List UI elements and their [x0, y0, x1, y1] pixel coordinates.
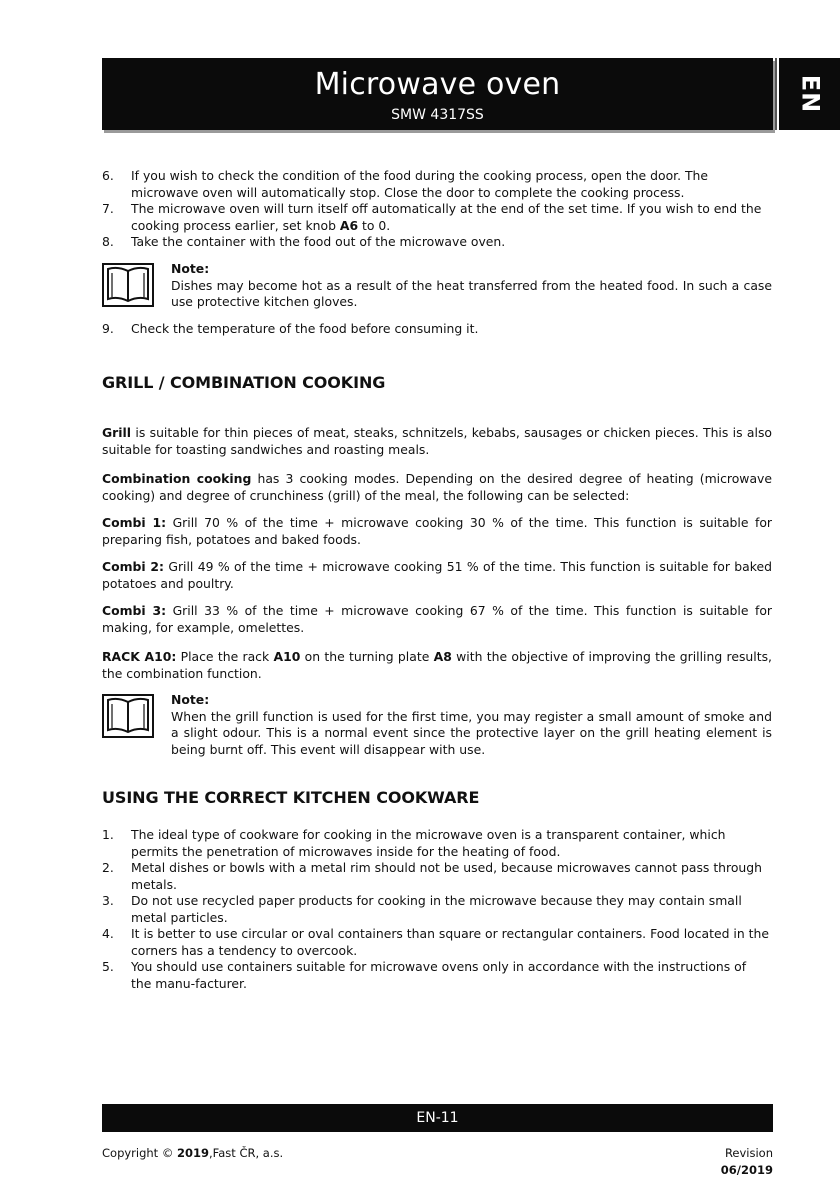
paragraph-text: with the objective of improving the grilling results, the combination function.: [102, 649, 772, 681]
book-icon: [102, 263, 154, 307]
paragraph-combi3: [102, 603, 772, 636]
term: RACK A10:: [102, 649, 177, 664]
paragraph-combi2: [102, 559, 772, 592]
document-header: [102, 58, 773, 130]
paragraph-text: has 3 cooking modes. Depending on the desired degree of heating (microwave cooking) and degree of crunchiness (grill) of the meal, the following can be selected:: [102, 471, 772, 503]
list-item: [102, 959, 770, 992]
list-item: [102, 893, 770, 926]
paragraph-text: Grill 49 % of the time + microwave cooking 51 % of the time. This function is suitable for baked potatoes and poultry.: [102, 559, 772, 591]
list-text: The ideal type of cookware for cooking in the microwave oven is a transparent container, which permits the penetration of microwaves inside for the heating of food.: [131, 827, 726, 859]
cookware-list: [102, 827, 770, 992]
paragraph-text: Place the rack: [176, 649, 274, 664]
revision-date: 06/2019: [720, 1162, 773, 1177]
list-number: 1.: [102, 827, 114, 842]
paragraph-grill: [102, 425, 772, 458]
list-item: [102, 234, 770, 251]
list-item: [102, 860, 770, 893]
note-text-block: [171, 692, 772, 758]
paragraph-rack: [102, 649, 772, 682]
term: Grill: [102, 425, 132, 440]
language-tab: [779, 58, 840, 130]
list-text: Take the container with the food out of the microwave oven.: [131, 234, 506, 249]
list-item: [102, 168, 770, 201]
list-item: [102, 926, 770, 959]
part-reference: A10: [273, 649, 301, 664]
paragraph-text: Grill 33 % of the time + microwave cooking 67 % of the time. This function is suitable for making, for example, omelettes.: [102, 603, 772, 635]
paragraph-combi1: [102, 515, 772, 548]
note-text-block: [171, 261, 772, 311]
paragraph-text: Grill 70 % of the time + microwave cooking 30 % of the time. This function is suitable for preparing fish, potatoes and baked foods.: [102, 515, 772, 547]
list-text: Check the temperature of the food before consuming it.: [131, 321, 479, 336]
paragraph-text: is suitable for thin pieces of meat, steaks, schnitzels, kebabs, sausages or chicken pieces. This is also suitable for toasting sandwiches and roasting meals.: [102, 425, 772, 457]
copyright-holder: ,Fast ČR, a.s.: [209, 1146, 284, 1160]
term: Combi 2:: [102, 559, 164, 574]
revision-label: Revision: [724, 1146, 773, 1160]
copyright-year: 2019: [177, 1146, 210, 1160]
language-tab-label: EN: [795, 74, 824, 114]
list-item: [102, 827, 770, 860]
term: Combi 3:: [102, 603, 167, 618]
knob-reference: A6: [339, 217, 359, 233]
term: Combi 1:: [102, 515, 167, 530]
copyright-prefix: Copyright ©: [102, 1146, 178, 1160]
note-label: Note:: [171, 692, 210, 707]
list-text: to 0.: [358, 217, 391, 233]
section-heading-grill: GRILL / COMBINATION COOKING: [102, 373, 386, 392]
paragraph-combination: [102, 471, 772, 504]
copyright-notice: [102, 1145, 283, 1162]
list-item: [102, 321, 770, 338]
term: Combination cooking: [102, 471, 252, 486]
page-number-bar: [102, 1104, 773, 1132]
note-box: [102, 692, 772, 758]
list-number: 2.: [102, 860, 114, 875]
list-number: 3.: [102, 893, 114, 908]
header-divider: [775, 58, 777, 130]
document-title: Microwave oven: [314, 67, 561, 102]
list-number: 5.: [102, 959, 114, 974]
note-text: When the grill function is used for the first time, you may register a small amount of smoke and a slight odour. This is a normal event since the protective layer on the grill heating element is being burnt off. This event will disappear with use.: [171, 708, 772, 757]
model-number: SMW 4317SS: [391, 107, 484, 123]
list-text: The microwave oven will turn itself off automatically at the end of the set time. If you wish to end the cooking process earlier, set knob: [131, 201, 762, 233]
list-text: If you wish to check the condition of the food during the cooking process, open the door. The microwave oven will automatically stop. Close the door to complete the cooking process.: [131, 168, 709, 200]
page-number: EN-11: [416, 1110, 459, 1126]
revision-info: [690, 1145, 773, 1178]
book-icon: [102, 694, 154, 738]
steps-list-step9: [102, 321, 770, 338]
list-item: [102, 201, 770, 234]
paragraph-text: on the turning plate: [300, 649, 434, 664]
list-number: 9.: [102, 321, 114, 336]
note-text: Dishes may become hot as a result of the heat transferred from the heated food. In such a case use protective kitchen gloves.: [171, 277, 772, 309]
list-number: 6.: [102, 168, 114, 183]
list-text: Do not use recycled paper products for cooking in the microwave because they may contain small metal particles.: [131, 893, 742, 925]
steps-list-top: [102, 168, 770, 251]
part-reference: A8: [433, 649, 452, 664]
list-number: 4.: [102, 926, 114, 941]
note-label: Note:: [171, 261, 210, 276]
list-text: Metal dishes or bowls with a metal rim should not be used, because microwaves cannot pass through metals.: [131, 860, 763, 892]
list-text: It is better to use circular or oval containers than square or rectangular containers. Food located in the corners has a tendency to overcook.: [131, 926, 769, 958]
note-box: [102, 261, 772, 311]
list-text: You should use containers suitable for microwave ovens only in accordance with the instructions of the manu-facturer.: [131, 959, 747, 991]
list-number: 8.: [102, 234, 114, 249]
list-number: 7.: [102, 201, 114, 216]
section-heading-cookware: USING THE CORRECT KITCHEN COOKWARE: [102, 788, 480, 807]
